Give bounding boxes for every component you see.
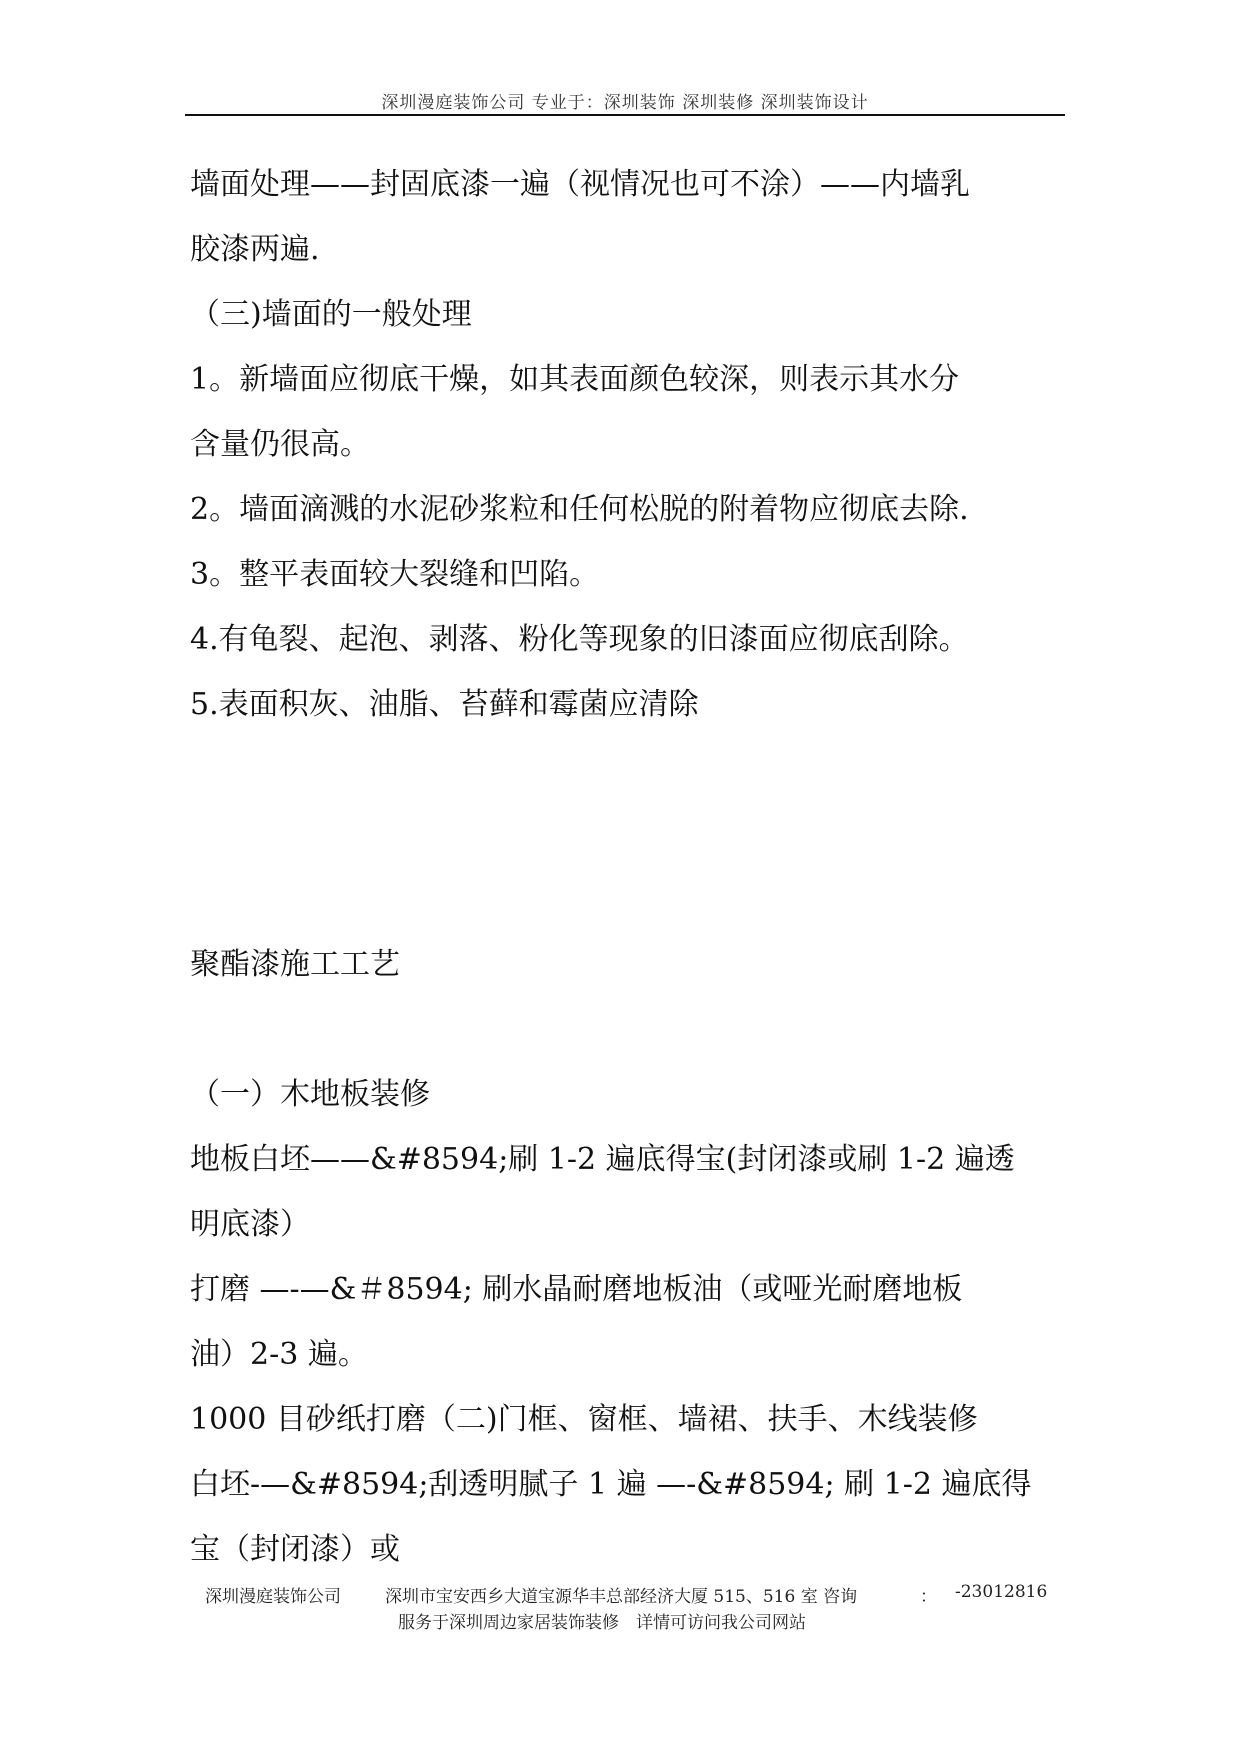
body-line: 白坯-—&#8594;刮透明腻子 1 遍 —-&#8594; 刷 1-2 遍底得 [190,1467,1032,1502]
header-divider [185,114,1065,116]
document-title: 聚酯漆施工工艺 [190,947,400,982]
body-line: 1000 目砂纸打磨（二)门框、窗框、墙裙、扶手、木线装修 [190,1402,978,1437]
section-heading: （一）木地板装修 [190,1077,430,1112]
footer-company: 深圳漫庭装饰公司 [205,1587,341,1607]
footer-phone: -23012816 [955,1582,1048,1602]
body-line: 宝（封闭漆）或 [190,1532,400,1567]
body-line: 墙面处理——封固底漆一遍（视情况也可不涂）——内墙乳 [190,167,970,202]
body-line: 打磨 —-—&＃8594; 刷水晶耐磨地板油（或哑光耐磨地板 [190,1272,963,1307]
body-line: 5.表面积灰、油脂、苔藓和霉菌应清除 [190,687,699,722]
footer-address: 深圳市宝安西乡大道宝源华丰总部经济大厦 515、516 室 咨询 [385,1587,858,1607]
body-line: 明底漆） [190,1207,310,1242]
footer-service-note: 服务于深圳周边家居装饰装修 详情可访问我公司网站 [398,1613,806,1633]
section-heading: （三)墙面的一般处理 [190,297,472,332]
body-line: 3。整平表面较大裂缝和凹陷。 [190,557,600,592]
body-line: 1。新墙面应彻底干燥，如其表面颜色较深，则表示其水分 [190,362,960,397]
footer-colon: ： [920,1587,937,1607]
body-line: 地板白坯——&#8594;刷 1-2 遍底得宝(封闭漆或刷 1-2 遍透 [190,1142,1015,1177]
body-line: 油）2-3 遍。 [190,1337,368,1372]
page-header: 深圳漫庭装饰公司 专业于：深圳装饰 深圳装修 深圳装饰设计 [381,93,869,113]
body-line: 2。墙面滴溅的水泥砂浆粒和任何松脱的附着物应彻底去除. [190,492,969,527]
body-line: 含量仍很高。 [190,427,370,462]
body-line: 4.有龟裂、起泡、剥落、粉化等现象的旧漆面应彻底刮除。 [190,622,969,657]
body-line: 胶漆两遍. [190,232,320,267]
